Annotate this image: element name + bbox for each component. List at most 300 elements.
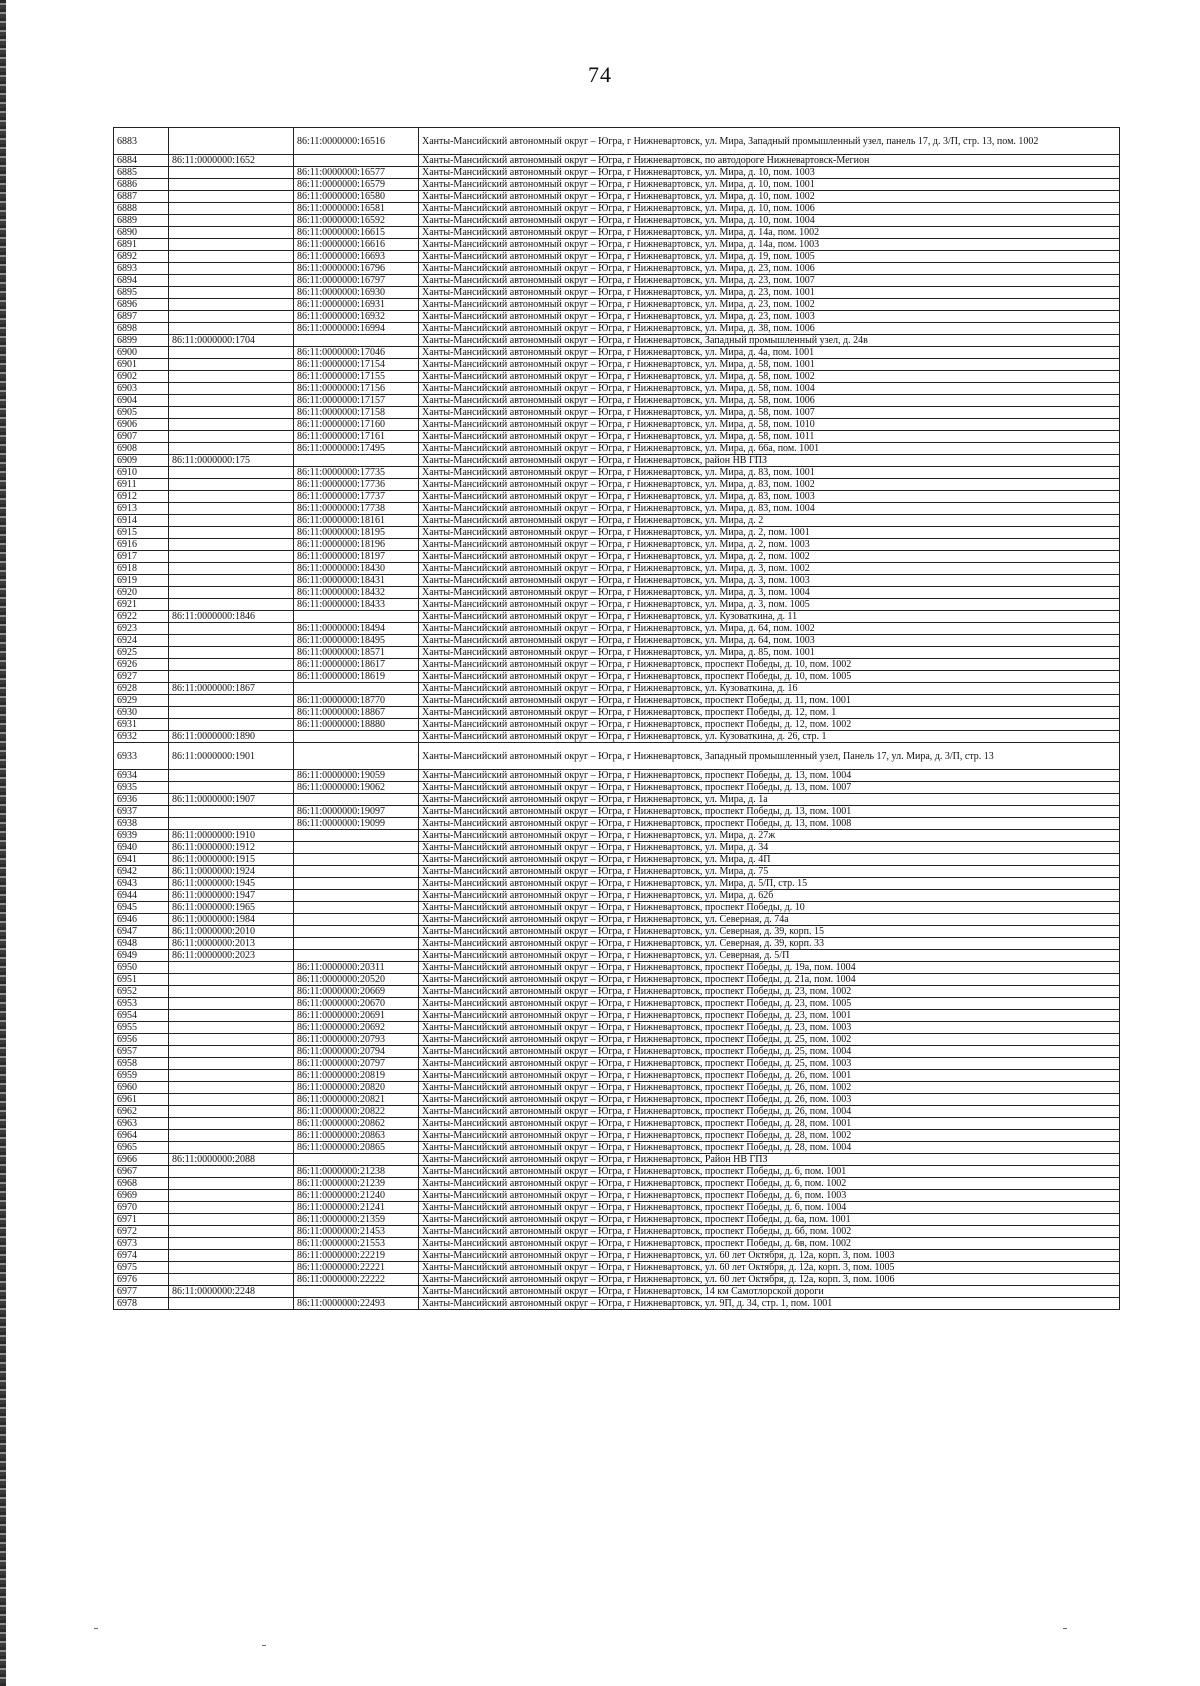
table-row bbox=[114, 419, 1120, 431]
land-cadastral-number bbox=[169, 707, 294, 719]
object-cadastral-number: 86:11:0000000:18571 bbox=[294, 647, 419, 659]
object-cadastral-number: 86:11:0000000:20797 bbox=[294, 1058, 419, 1070]
row-number: 6959 bbox=[114, 1070, 169, 1082]
address-cell: Ханты-Мансийский автономный округ – Югра, г Нижневартовск, ул. 9П, д. 34, стр. 1, пом. 1001 bbox=[419, 1298, 1120, 1310]
object-cadastral-number bbox=[294, 1286, 419, 1298]
object-cadastral-number bbox=[294, 902, 419, 914]
land-cadastral-number bbox=[169, 986, 294, 998]
land-cadastral-number: 86:11:0000000:1890 bbox=[169, 731, 294, 743]
row-number: 6914 bbox=[114, 515, 169, 527]
object-cadastral-number: 86:11:0000000:16580 bbox=[294, 191, 419, 203]
object-cadastral-number: 86:11:0000000:18617 bbox=[294, 659, 419, 671]
address-cell: Ханты-Мансийский автономный округ – Югра, г Нижневартовск, Западный промышленный узел, Панель 17, ул. Мира, д. 3/П, стр. 13 bbox=[419, 743, 1120, 770]
address-cell: Ханты-Мансийский автономный округ – Югра, г Нижневартовск, ул. Мира, д. 14а, пом. 1003 bbox=[419, 239, 1120, 251]
object-cadastral-number: 86:11:0000000:21241 bbox=[294, 1202, 419, 1214]
land-cadastral-number: 86:11:0000000:1945 bbox=[169, 878, 294, 890]
row-number: 6966 bbox=[114, 1154, 169, 1166]
table-row bbox=[114, 635, 1120, 647]
table-row bbox=[114, 647, 1120, 659]
address-cell: Ханты-Мансийский автономный округ – Югра, г Нижневартовск, проспект Победы, д. 10, пом. 1005 bbox=[419, 671, 1120, 683]
row-number: 6930 bbox=[114, 707, 169, 719]
table-row bbox=[114, 1106, 1120, 1118]
land-cadastral-number: 86:11:0000000:1947 bbox=[169, 890, 294, 902]
land-cadastral-number bbox=[169, 1298, 294, 1310]
object-cadastral-number: 86:11:0000000:19059 bbox=[294, 770, 419, 782]
address-cell: Ханты-Мансийский автономный округ – Югра, г Нижневартовск, ул. Кузоваткина, д. 11 bbox=[419, 611, 1120, 623]
land-cadastral-number: 86:11:0000000:1901 bbox=[169, 743, 294, 770]
table-row bbox=[114, 527, 1120, 539]
row-number: 6927 bbox=[114, 671, 169, 683]
row-number: 6974 bbox=[114, 1250, 169, 1262]
address-cell: Ханты-Мансийский автономный округ – Югра, г Нижневартовск, ул. Северная, д. 74а bbox=[419, 914, 1120, 926]
address-cell: Ханты-Мансийский автономный округ – Югра, г Нижневартовск, Западный промышленный узел, д. 24в bbox=[419, 335, 1120, 347]
table-row bbox=[114, 818, 1120, 830]
address-cell: Ханты-Мансийский автономный округ – Югра, г Нижневартовск, ул. Мира, д. 85, пом. 1001 bbox=[419, 647, 1120, 659]
address-cell: Ханты-Мансийский автономный округ – Югра, г Нижневартовск, проспект Победы, д. 6, пом. 1003 bbox=[419, 1190, 1120, 1202]
address-cell: Ханты-Мансийский автономный округ – Югра, г Нижневартовск, ул. Мира, д. 34 bbox=[419, 842, 1120, 854]
row-number: 6949 bbox=[114, 950, 169, 962]
land-cadastral-number: 86:11:0000000:2013 bbox=[169, 938, 294, 950]
table-row bbox=[114, 950, 1120, 962]
object-cadastral-number: 86:11:0000000:21553 bbox=[294, 1238, 419, 1250]
address-cell: Ханты-Мансийский автономный округ – Югра, г Нижневартовск, проспект Победы, д. 26, пом. 1002 bbox=[419, 1082, 1120, 1094]
table-row bbox=[114, 695, 1120, 707]
address-cell: Ханты-Мансийский автономный округ – Югра, г Нижневартовск, проспект Победы, д. 6б, пом. 1002 bbox=[419, 1226, 1120, 1238]
address-cell: Ханты-Мансийский автономный округ – Югра, г Нижневартовск, ул. Мира, д. 83, пом. 1001 bbox=[419, 467, 1120, 479]
land-cadastral-number: 86:11:0000000:1912 bbox=[169, 842, 294, 854]
object-cadastral-number: 86:11:0000000:17736 bbox=[294, 479, 419, 491]
row-number: 6973 bbox=[114, 1238, 169, 1250]
object-cadastral-number bbox=[294, 455, 419, 467]
land-cadastral-number bbox=[169, 275, 294, 287]
row-number: 6894 bbox=[114, 275, 169, 287]
address-cell: Ханты-Мансийский автономный округ – Югра, г Нижневартовск, проспект Победы, д. 23, пом. 1005 bbox=[419, 998, 1120, 1010]
address-cell: Ханты-Мансийский автономный округ – Югра, г Нижневартовск, ул. Мира, Западный промышленный узел, панель 17, д. 3/П, стр. 13, пом. 1002 bbox=[419, 128, 1120, 155]
address-cell: Ханты-Мансийский автономный округ – Югра, г Нижневартовск, проспект Победы, д. 13, пом. 1008 bbox=[419, 818, 1120, 830]
table-row bbox=[114, 431, 1120, 443]
object-cadastral-number: 86:11:0000000:22219 bbox=[294, 1250, 419, 1262]
object-cadastral-number: 86:11:0000000:16581 bbox=[294, 203, 419, 215]
address-cell: Ханты-Мансийский автономный округ – Югра, г Нижневартовск, проспект Победы, д. 21а, пом. 1004 bbox=[419, 974, 1120, 986]
land-cadastral-number bbox=[169, 1214, 294, 1226]
row-number: 6933 bbox=[114, 743, 169, 770]
object-cadastral-number: 86:11:0000000:20819 bbox=[294, 1070, 419, 1082]
land-cadastral-number bbox=[169, 179, 294, 191]
address-cell: Ханты-Мансийский автономный округ – Югра, г Нижневартовск, проспект Победы, д. 28, пом. 1002 bbox=[419, 1130, 1120, 1142]
address-cell: Ханты-Мансийский автономный округ – Югра, г Нижневартовск, проспект Победы, д. 25, пом. 1002 bbox=[419, 1034, 1120, 1046]
row-number: 6928 bbox=[114, 683, 169, 695]
land-cadastral-number: 86:11:0000000:1910 bbox=[169, 830, 294, 842]
object-cadastral-number: 86:11:0000000:20793 bbox=[294, 1034, 419, 1046]
address-cell: Ханты-Мансийский автономный округ – Югра, г Нижневартовск, проспект Победы, д. 26, пом. 1003 bbox=[419, 1094, 1120, 1106]
address-cell: Ханты-Мансийский автономный округ – Югра, г Нижневартовск, ул. Мира, д. 5/П, стр. 15 bbox=[419, 878, 1120, 890]
scan-edge bbox=[0, 0, 6, 1686]
land-cadastral-number bbox=[169, 770, 294, 782]
object-cadastral-number: 86:11:0000000:16797 bbox=[294, 275, 419, 287]
land-cadastral-number bbox=[169, 563, 294, 575]
table-row bbox=[114, 806, 1120, 818]
table-row bbox=[114, 1082, 1120, 1094]
object-cadastral-number: 86:11:0000000:18161 bbox=[294, 515, 419, 527]
table-row bbox=[114, 719, 1120, 731]
row-number: 6946 bbox=[114, 914, 169, 926]
row-number: 6893 bbox=[114, 263, 169, 275]
object-cadastral-number: 86:11:0000000:16931 bbox=[294, 299, 419, 311]
land-cadastral-number bbox=[169, 203, 294, 215]
land-cadastral-number: 86:11:0000000:2248 bbox=[169, 1286, 294, 1298]
row-number: 6906 bbox=[114, 419, 169, 431]
table-row bbox=[114, 914, 1120, 926]
land-cadastral-number bbox=[169, 1022, 294, 1034]
scan-speck bbox=[1063, 1628, 1067, 1629]
table-row bbox=[114, 1178, 1120, 1190]
land-cadastral-number bbox=[169, 227, 294, 239]
address-cell: Ханты-Мансийский автономный округ – Югра, г Нижневартовск, ул. Мира, д. 58, пом. 1006 bbox=[419, 395, 1120, 407]
land-cadastral-number: 86:11:0000000:1924 bbox=[169, 866, 294, 878]
table-row bbox=[114, 986, 1120, 998]
row-number: 6975 bbox=[114, 1262, 169, 1274]
object-cadastral-number: 86:11:0000000:16592 bbox=[294, 215, 419, 227]
land-cadastral-number bbox=[169, 623, 294, 635]
table-row bbox=[114, 1214, 1120, 1226]
row-number: 6939 bbox=[114, 830, 169, 842]
table-row bbox=[114, 1022, 1120, 1034]
row-number: 6944 bbox=[114, 890, 169, 902]
object-cadastral-number: 86:11:0000000:20691 bbox=[294, 1010, 419, 1022]
row-number: 6952 bbox=[114, 986, 169, 998]
table-row bbox=[114, 299, 1120, 311]
object-cadastral-number: 86:11:0000000:17495 bbox=[294, 443, 419, 455]
object-cadastral-number: 86:11:0000000:16994 bbox=[294, 323, 419, 335]
land-cadastral-number bbox=[169, 1238, 294, 1250]
land-cadastral-number bbox=[169, 1010, 294, 1022]
row-number: 6899 bbox=[114, 335, 169, 347]
object-cadastral-number: 86:11:0000000:18432 bbox=[294, 587, 419, 599]
object-cadastral-number bbox=[294, 611, 419, 623]
object-cadastral-number: 86:11:0000000:18880 bbox=[294, 719, 419, 731]
object-cadastral-number: 86:11:0000000:17161 bbox=[294, 431, 419, 443]
address-cell: Ханты-Мансийский автономный округ – Югра, г Нижневартовск, ул. Мира, д. 19, пом. 1005 bbox=[419, 251, 1120, 263]
object-cadastral-number: 86:11:0000000:20821 bbox=[294, 1094, 419, 1106]
table-body bbox=[114, 128, 1120, 1310]
row-number: 6964 bbox=[114, 1130, 169, 1142]
table-row bbox=[114, 1010, 1120, 1022]
row-number: 6937 bbox=[114, 806, 169, 818]
row-number: 6976 bbox=[114, 1274, 169, 1286]
land-cadastral-number bbox=[169, 431, 294, 443]
object-cadastral-number bbox=[294, 335, 419, 347]
table-row bbox=[114, 611, 1120, 623]
table-row bbox=[114, 1046, 1120, 1058]
row-number: 6950 bbox=[114, 962, 169, 974]
address-cell: Ханты-Мансийский автономный округ – Югра, г Нижневартовск, проспект Победы, д. 12, пом. 1 bbox=[419, 707, 1120, 719]
land-cadastral-number bbox=[169, 128, 294, 155]
table-row bbox=[114, 407, 1120, 419]
object-cadastral-number bbox=[294, 842, 419, 854]
object-cadastral-number: 86:11:0000000:17046 bbox=[294, 347, 419, 359]
land-cadastral-number bbox=[169, 359, 294, 371]
land-cadastral-number: 86:11:0000000:1915 bbox=[169, 854, 294, 866]
table-row bbox=[114, 371, 1120, 383]
table-row bbox=[114, 1034, 1120, 1046]
land-cadastral-number bbox=[169, 671, 294, 683]
table-row bbox=[114, 191, 1120, 203]
address-cell: Ханты-Мансийский автономный округ – Югра, г Нижневартовск, проспект Победы, д. 6, пом. 1004 bbox=[419, 1202, 1120, 1214]
land-cadastral-number: 86:11:0000000:1846 bbox=[169, 611, 294, 623]
land-cadastral-number bbox=[169, 1190, 294, 1202]
object-cadastral-number: 86:11:0000000:20794 bbox=[294, 1046, 419, 1058]
row-number: 6911 bbox=[114, 479, 169, 491]
land-cadastral-number: 86:11:0000000:1704 bbox=[169, 335, 294, 347]
table-row bbox=[114, 539, 1120, 551]
address-cell: Ханты-Мансийский автономный округ – Югра, г Нижневартовск, проспект Победы, д. 10 bbox=[419, 902, 1120, 914]
object-cadastral-number bbox=[294, 890, 419, 902]
address-cell: Ханты-Мансийский автономный округ – Югра, г Нижневартовск, ул. 60 лет Октября, д. 12а, корп. 3, пом. 1005 bbox=[419, 1262, 1120, 1274]
land-cadastral-number bbox=[169, 515, 294, 527]
object-cadastral-number: 86:11:0000000:21239 bbox=[294, 1178, 419, 1190]
row-number: 6886 bbox=[114, 179, 169, 191]
object-cadastral-number bbox=[294, 950, 419, 962]
address-cell: Ханты-Мансийский автономный округ – Югра, г Нижневартовск, ул. Мира, д. 2, пом. 1001 bbox=[419, 527, 1120, 539]
address-cell: Ханты-Мансийский автономный округ – Югра, г Нижневартовск, ул. 60 лет Октября, д. 12а, корп. 3, пом. 1006 bbox=[419, 1274, 1120, 1286]
table-row bbox=[114, 335, 1120, 347]
object-cadastral-number bbox=[294, 938, 419, 950]
table-row bbox=[114, 239, 1120, 251]
address-cell: Ханты-Мансийский автономный округ – Югра, г Нижневартовск, ул. Мира, д. 4П bbox=[419, 854, 1120, 866]
row-number: 6932 bbox=[114, 731, 169, 743]
object-cadastral-number bbox=[294, 866, 419, 878]
row-number: 6891 bbox=[114, 239, 169, 251]
address-cell: Ханты-Мансийский автономный округ – Югра, г Нижневартовск, ул. Мира, д. 23, пом. 1003 bbox=[419, 311, 1120, 323]
table-row bbox=[114, 347, 1120, 359]
row-number: 6968 bbox=[114, 1178, 169, 1190]
table-row bbox=[114, 287, 1120, 299]
row-number: 6910 bbox=[114, 467, 169, 479]
table-row bbox=[114, 830, 1120, 842]
land-cadastral-number: 86:11:0000000:1907 bbox=[169, 794, 294, 806]
table-row bbox=[114, 623, 1120, 635]
address-cell: Ханты-Мансийский автономный округ – Югра, г Нижневартовск, ул. Мира, д. 58, пом. 1007 bbox=[419, 407, 1120, 419]
object-cadastral-number bbox=[294, 731, 419, 743]
table-row bbox=[114, 770, 1120, 782]
object-cadastral-number: 86:11:0000000:20862 bbox=[294, 1118, 419, 1130]
object-cadastral-number: 86:11:0000000:17155 bbox=[294, 371, 419, 383]
land-cadastral-number bbox=[169, 1166, 294, 1178]
object-cadastral-number: 86:11:0000000:17738 bbox=[294, 503, 419, 515]
row-number: 6925 bbox=[114, 647, 169, 659]
address-cell: Ханты-Мансийский автономный округ – Югра, г Нижневартовск, ул. Кузоваткина, д. 26, стр. 1 bbox=[419, 731, 1120, 743]
land-cadastral-number bbox=[169, 587, 294, 599]
table-row bbox=[114, 479, 1120, 491]
object-cadastral-number: 86:11:0000000:18431 bbox=[294, 575, 419, 587]
object-cadastral-number: 86:11:0000000:20863 bbox=[294, 1130, 419, 1142]
object-cadastral-number: 86:11:0000000:16932 bbox=[294, 311, 419, 323]
table-row bbox=[114, 263, 1120, 275]
address-cell: Ханты-Мансийский автономный округ – Югра, г Нижневартовск, ул. Мира, д. 66а, пом. 1001 bbox=[419, 443, 1120, 455]
table-row bbox=[114, 383, 1120, 395]
address-cell: Ханты-Мансийский автономный округ – Югра, г Нижневартовск, ул. Северная, д. 5/П bbox=[419, 950, 1120, 962]
row-number: 6961 bbox=[114, 1094, 169, 1106]
table-row bbox=[114, 563, 1120, 575]
land-cadastral-number bbox=[169, 407, 294, 419]
row-number: 6931 bbox=[114, 719, 169, 731]
row-number: 6969 bbox=[114, 1190, 169, 1202]
address-cell: Ханты-Мансийский автономный округ – Югра, г Нижневартовск, ул. Мира, д. 75 bbox=[419, 866, 1120, 878]
table-row bbox=[114, 998, 1120, 1010]
address-cell: Ханты-Мансийский автономный округ – Югра, г Нижневартовск, ул. Мира, д. 23, пом. 1006 bbox=[419, 263, 1120, 275]
row-number: 6934 bbox=[114, 770, 169, 782]
row-number: 6885 bbox=[114, 167, 169, 179]
scan-speck bbox=[94, 1628, 98, 1629]
address-cell: Ханты-Мансийский автономный округ – Югра, г Нижневартовск, проспект Победы, д. 19а, пом. 1004 bbox=[419, 962, 1120, 974]
land-cadastral-number bbox=[169, 806, 294, 818]
row-number: 6965 bbox=[114, 1142, 169, 1154]
object-cadastral-number: 86:11:0000000:16579 bbox=[294, 179, 419, 191]
land-cadastral-number: 86:11:0000000:1965 bbox=[169, 902, 294, 914]
table-row bbox=[114, 155, 1120, 167]
table-row bbox=[114, 1118, 1120, 1130]
address-cell: Ханты-Мансийский автономный округ – Югра, г Нижневартовск, проспект Победы, д. 23, пом. 1001 bbox=[419, 1010, 1120, 1022]
land-cadastral-number bbox=[169, 1226, 294, 1238]
object-cadastral-number: 86:11:0000000:16693 bbox=[294, 251, 419, 263]
page-number: 74 bbox=[588, 62, 612, 87]
table-row bbox=[114, 902, 1120, 914]
table-row bbox=[114, 179, 1120, 191]
land-cadastral-number bbox=[169, 575, 294, 587]
row-number: 6921 bbox=[114, 599, 169, 611]
address-cell: Ханты-Мансийский автономный округ – Югра, г Нижневартовск, проспект Победы, д. 11, пом. 1001 bbox=[419, 695, 1120, 707]
table-row bbox=[114, 1250, 1120, 1262]
object-cadastral-number: 86:11:0000000:16616 bbox=[294, 239, 419, 251]
table-row bbox=[114, 707, 1120, 719]
table-row bbox=[114, 587, 1120, 599]
row-number: 6951 bbox=[114, 974, 169, 986]
address-cell: Ханты-Мансийский автономный округ – Югра, г Нижневартовск, Район НВ ГПЗ bbox=[419, 1154, 1120, 1166]
table-row bbox=[114, 743, 1120, 770]
land-cadastral-number: 86:11:0000000:1984 bbox=[169, 914, 294, 926]
table-row bbox=[114, 275, 1120, 287]
row-number: 6924 bbox=[114, 635, 169, 647]
table-row bbox=[114, 731, 1120, 743]
row-number: 6908 bbox=[114, 443, 169, 455]
table-row bbox=[114, 551, 1120, 563]
object-cadastral-number: 86:11:0000000:18430 bbox=[294, 563, 419, 575]
object-cadastral-number bbox=[294, 794, 419, 806]
address-cell: Ханты-Мансийский автономный округ – Югра, г Нижневартовск, ул. Мира, д. 3, пом. 1005 bbox=[419, 599, 1120, 611]
address-cell: Ханты-Мансийский автономный округ – Югра, г Нижневартовск, ул. Мира, д. 2, пом. 1002 bbox=[419, 551, 1120, 563]
address-cell: Ханты-Мансийский автономный округ – Югра, г Нижневартовск, ул. Мира, д. 4а, пом. 1001 bbox=[419, 347, 1120, 359]
object-cadastral-number: 86:11:0000000:18197 bbox=[294, 551, 419, 563]
row-number: 6960 bbox=[114, 1082, 169, 1094]
address-cell: Ханты-Мансийский автономный округ – Югра, г Нижневартовск, район НВ ГПЗ bbox=[419, 455, 1120, 467]
address-cell: Ханты-Мансийский автономный округ – Югра, г Нижневартовск, проспект Победы, д. 6в, пом. 1002 bbox=[419, 1238, 1120, 1250]
row-number: 6903 bbox=[114, 383, 169, 395]
land-cadastral-number bbox=[169, 491, 294, 503]
object-cadastral-number: 86:11:0000000:17158 bbox=[294, 407, 419, 419]
object-cadastral-number: 86:11:0000000:20520 bbox=[294, 974, 419, 986]
land-cadastral-number bbox=[169, 167, 294, 179]
address-cell: Ханты-Мансийский автономный округ – Югра, г Нижневартовск, проспект Победы, д. 25, пом. 1004 bbox=[419, 1046, 1120, 1058]
land-cadastral-number bbox=[169, 719, 294, 731]
row-number: 6897 bbox=[114, 311, 169, 323]
address-cell: Ханты-Мансийский автономный округ – Югра, г Нижневартовск, проспект Победы, д. 6а, пом. 1001 bbox=[419, 1214, 1120, 1226]
table-row bbox=[114, 1286, 1120, 1298]
address-cell: Ханты-Мансийский автономный округ – Югра, г Нижневартовск, ул. Мира, д. 10, пом. 1001 bbox=[419, 179, 1120, 191]
address-cell: Ханты-Мансийский автономный округ – Югра, г Нижневартовск, ул. Мира, д. 83, пом. 1003 bbox=[419, 491, 1120, 503]
land-cadastral-number: 86:11:0000000:2010 bbox=[169, 926, 294, 938]
object-cadastral-number bbox=[294, 155, 419, 167]
table-row bbox=[114, 878, 1120, 890]
table-row bbox=[114, 842, 1120, 854]
land-cadastral-number bbox=[169, 263, 294, 275]
row-number: 6963 bbox=[114, 1118, 169, 1130]
table-row bbox=[114, 1142, 1120, 1154]
address-cell: Ханты-Мансийский автономный округ – Югра, г Нижневартовск, ул. Мира, д. 10, пом. 1003 bbox=[419, 167, 1120, 179]
row-number: 6896 bbox=[114, 299, 169, 311]
land-cadastral-number bbox=[169, 1058, 294, 1070]
table-row bbox=[114, 1190, 1120, 1202]
object-cadastral-number: 86:11:0000000:18494 bbox=[294, 623, 419, 635]
address-cell: Ханты-Мансийский автономный округ – Югра, г Нижневартовск, проспект Победы, д. 28, пом. 1001 bbox=[419, 1118, 1120, 1130]
table-row bbox=[114, 467, 1120, 479]
table-row bbox=[114, 311, 1120, 323]
object-cadastral-number: 86:11:0000000:22493 bbox=[294, 1298, 419, 1310]
address-cell: Ханты-Мансийский автономный округ – Югра, г Нижневартовск, по автодороге Нижневартовск-Мегион bbox=[419, 155, 1120, 167]
address-cell: Ханты-Мансийский автономный округ – Югра, г Нижневартовск, проспект Победы, д. 26, пом. 1001 bbox=[419, 1070, 1120, 1082]
row-number: 6912 bbox=[114, 491, 169, 503]
land-cadastral-number bbox=[169, 539, 294, 551]
object-cadastral-number: 86:11:0000000:20822 bbox=[294, 1106, 419, 1118]
table-row bbox=[114, 1262, 1120, 1274]
row-number: 6909 bbox=[114, 455, 169, 467]
land-cadastral-number bbox=[169, 695, 294, 707]
row-number: 6955 bbox=[114, 1022, 169, 1034]
address-cell: Ханты-Мансийский автономный округ – Югра, г Нижневартовск, ул. Мира, д. 23, пом. 1002 bbox=[419, 299, 1120, 311]
row-number: 6943 bbox=[114, 878, 169, 890]
object-cadastral-number: 86:11:0000000:22222 bbox=[294, 1274, 419, 1286]
row-number: 6922 bbox=[114, 611, 169, 623]
row-number: 6977 bbox=[114, 1286, 169, 1298]
object-cadastral-number: 86:11:0000000:22221 bbox=[294, 1262, 419, 1274]
row-number: 6978 bbox=[114, 1298, 169, 1310]
object-cadastral-number: 86:11:0000000:19062 bbox=[294, 782, 419, 794]
table-row bbox=[114, 599, 1120, 611]
land-cadastral-number bbox=[169, 1250, 294, 1262]
object-cadastral-number: 86:11:0000000:17160 bbox=[294, 419, 419, 431]
object-cadastral-number: 86:11:0000000:21238 bbox=[294, 1166, 419, 1178]
land-cadastral-number bbox=[169, 1262, 294, 1274]
land-cadastral-number bbox=[169, 383, 294, 395]
object-cadastral-number bbox=[294, 914, 419, 926]
row-number: 6957 bbox=[114, 1046, 169, 1058]
row-number: 6941 bbox=[114, 854, 169, 866]
land-cadastral-number bbox=[169, 1274, 294, 1286]
address-cell: Ханты-Мансийский автономный округ – Югра, г Нижневартовск, ул. Мира, д. 3, пом. 1003 bbox=[419, 575, 1120, 587]
land-cadastral-number bbox=[169, 395, 294, 407]
land-cadastral-number bbox=[169, 323, 294, 335]
row-number: 6915 bbox=[114, 527, 169, 539]
object-cadastral-number: 86:11:0000000:18196 bbox=[294, 539, 419, 551]
table-row bbox=[114, 659, 1120, 671]
object-cadastral-number bbox=[294, 743, 419, 770]
table-row bbox=[114, 926, 1120, 938]
row-number: 6967 bbox=[114, 1166, 169, 1178]
land-cadastral-number bbox=[169, 659, 294, 671]
row-number: 6920 bbox=[114, 587, 169, 599]
table-row bbox=[114, 227, 1120, 239]
table-row bbox=[114, 938, 1120, 950]
table-row bbox=[114, 683, 1120, 695]
